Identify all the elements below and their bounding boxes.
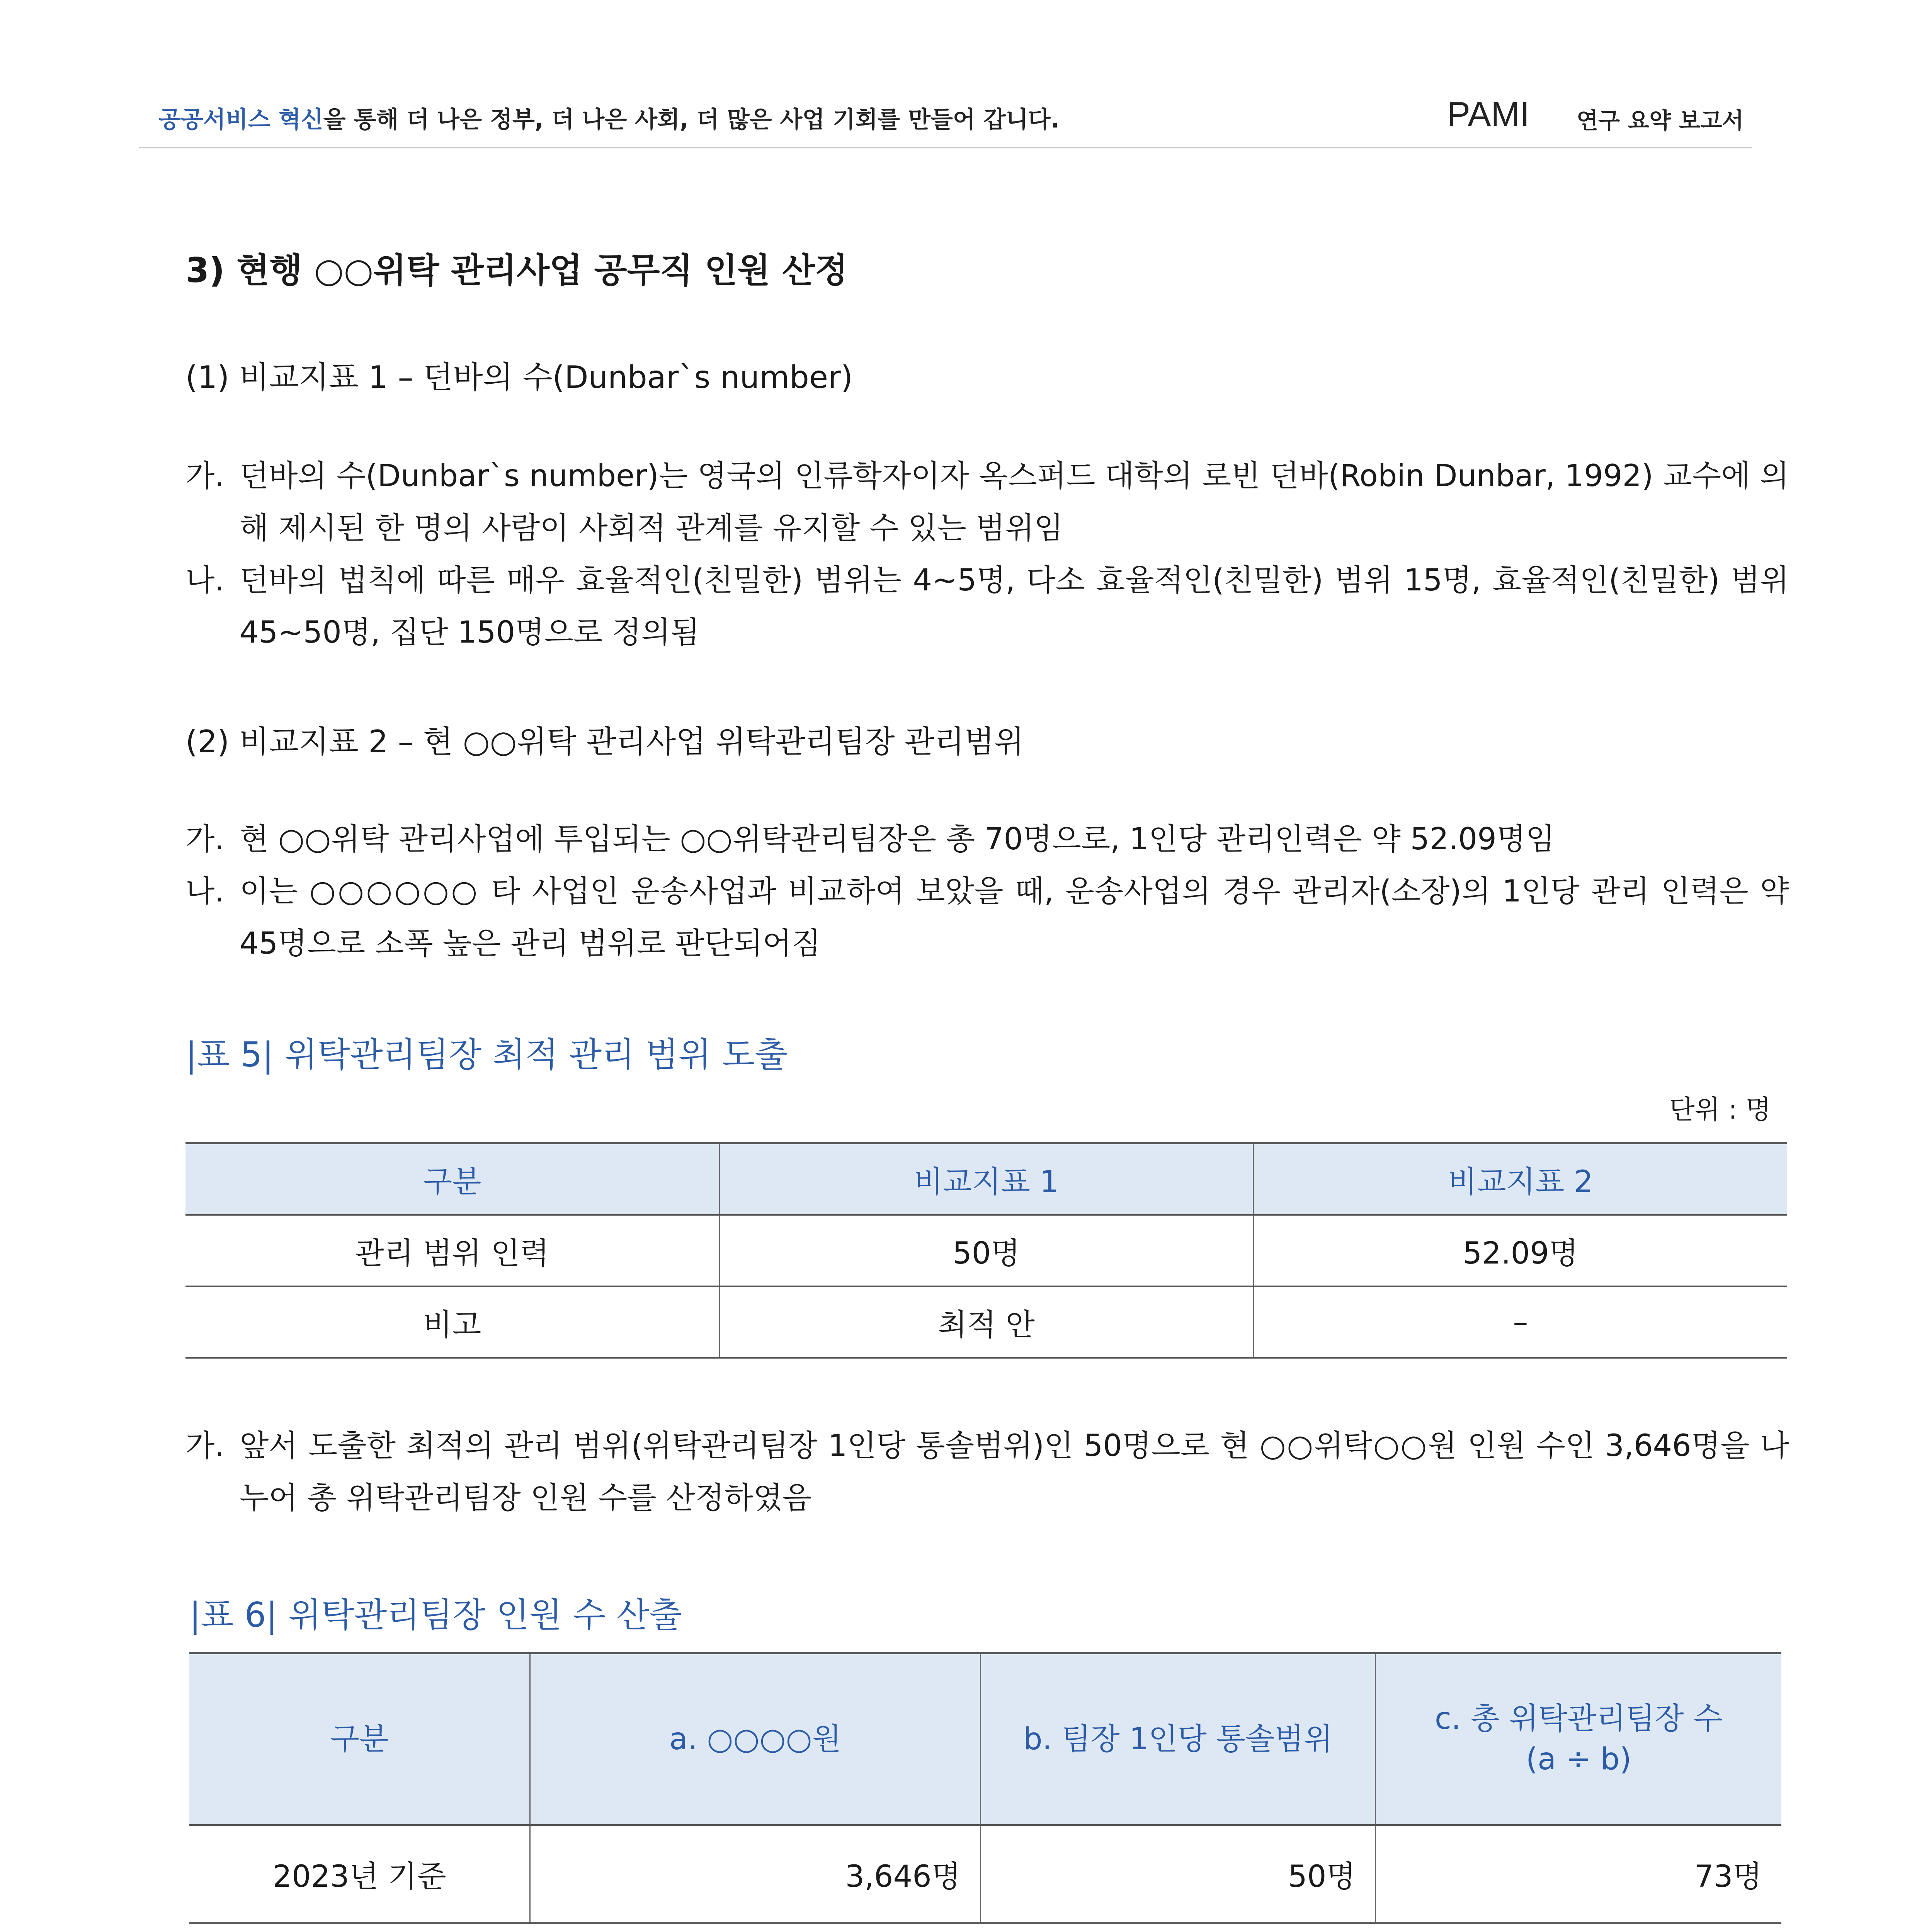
header-divider xyxy=(139,147,1752,148)
table-5-note xyxy=(185,1420,1789,1524)
header-brand: PAMI xyxy=(1447,95,1530,134)
table-row xyxy=(185,1215,1787,1286)
header-cell: b. 팀장 1인당 통솔범위 xyxy=(981,1653,1376,1825)
table-5 xyxy=(185,1142,1787,1359)
header-cell: 비교지표 1 xyxy=(720,1143,1254,1215)
header-cell-formula: (a ÷ b) xyxy=(1526,1742,1631,1777)
subsection-1-items xyxy=(185,450,1789,659)
list-item xyxy=(185,450,1789,554)
subsection-2-title: (2) 비교지표 2 – 현 ○○위탁 관리사업 위탁관리팀장 관리범위 xyxy=(185,724,1024,760)
tagline-highlight: 공공서비스 혁신 xyxy=(158,106,323,133)
table-header-row xyxy=(185,1143,1787,1215)
item-marker: 가. xyxy=(185,822,225,857)
item-text: 앞서 도출한 최적의 관리 범위(위탁관리팀장 1인당 통솔범위)인 50명으로 현 ○○위탁○○원 인원 수인 3,646명을 나누어 총 위탁관리팀장 인원 수를 산정하였음 xyxy=(240,1429,1789,1515)
item-text: 현 ○○위탁 관리사업에 투입되는 ○○위탁관리팀장은 총 70명으로, 1인당 관리인력은 약 52.09명임 xyxy=(240,822,1555,857)
table-6 xyxy=(189,1652,1781,1924)
list-item xyxy=(185,554,1789,659)
table-6-title: |표 6| 위탁관리팀장 인원 수 산출 xyxy=(189,1595,682,1635)
header-cell xyxy=(1375,1653,1781,1825)
item-marker: 나. xyxy=(185,874,225,909)
table-5-unit: 단위 : 명 xyxy=(1669,1095,1771,1125)
header-cell: 구분 xyxy=(185,1143,720,1215)
subsection-2-items xyxy=(185,813,1789,970)
header-tagline xyxy=(158,101,1059,134)
section-title: 3) 현행 ○○위탁 관리사업 공무직 인원 산정 xyxy=(185,250,848,290)
item-marker: 가. xyxy=(185,459,225,493)
header-cell: 비교지표 2 xyxy=(1253,1143,1787,1215)
item-text: 던바의 법칙에 따른 매우 효율적인(친밀한) 범위는 4~5명, 다소 효율적인(친밀한) 범위 15명, 효율적인(친밀한) 범위 45~50명, 집단 150명으로 정의됨 xyxy=(240,563,1789,650)
table-cell: 50명 xyxy=(981,1825,1376,1923)
table-cell: 최적 안 xyxy=(720,1286,1254,1358)
header-cell-line: c. 총 위탁관리팀장 수 xyxy=(1435,1701,1723,1736)
header-cell: 구분 xyxy=(189,1653,530,1825)
table-cell: – xyxy=(1513,1304,1528,1340)
list-item xyxy=(185,1420,1789,1524)
table-cell: 2023년 기준 xyxy=(189,1825,530,1923)
table-cell: 50명 xyxy=(720,1215,1254,1286)
table-header-row xyxy=(189,1653,1781,1825)
table-cell: 비고 xyxy=(185,1286,720,1358)
table-5-title: |표 5| 위탁관리팀장 최적 관리 범위 도출 xyxy=(185,1035,788,1075)
table-cell: 3,646명 xyxy=(530,1825,981,1923)
tagline-rest: 을 통해 더 나은 정부, 더 나은 사회, 더 많은 사업 기회를 만들어 갑니다. xyxy=(323,106,1060,133)
list-item xyxy=(185,866,1789,970)
table-cell: 73명 xyxy=(1694,1859,1762,1894)
item-text: 던바의 수(Dunbar`s number)는 영국의 인류학자이자 옥스퍼드 대학의 로빈 던바(Robin Dunbar, 1992) 교수에 의해 제시된 한 명의 사람이 사회적 관계를 유지할 수 있는 범위임 xyxy=(240,459,1789,546)
header-report-label: 연구 요약 보고서 xyxy=(1577,107,1744,134)
item-marker: 나. xyxy=(185,563,225,598)
table-cell: 관리 범위 인력 xyxy=(185,1215,720,1286)
header-cell: a. ○○○○원 xyxy=(530,1653,981,1825)
table-row xyxy=(189,1825,1781,1923)
table-row xyxy=(185,1286,1787,1358)
list-item xyxy=(185,813,1789,866)
table-cell: 52.09명 xyxy=(1463,1236,1579,1271)
item-text: 이는 ○○○○○○ 타 사업인 운송사업과 비교하여 보았을 때, 운송사업의 경우 관리자(소장)의 1인당 관리 인력은 약 45명으로 소폭 높은 관리 범위로 판단되어짐 xyxy=(240,874,1789,961)
item-marker: 가. xyxy=(185,1429,225,1463)
subsection-1-title: (1) 비교지표 1 – 던바의 수(Dunbar`s number) xyxy=(185,359,853,395)
